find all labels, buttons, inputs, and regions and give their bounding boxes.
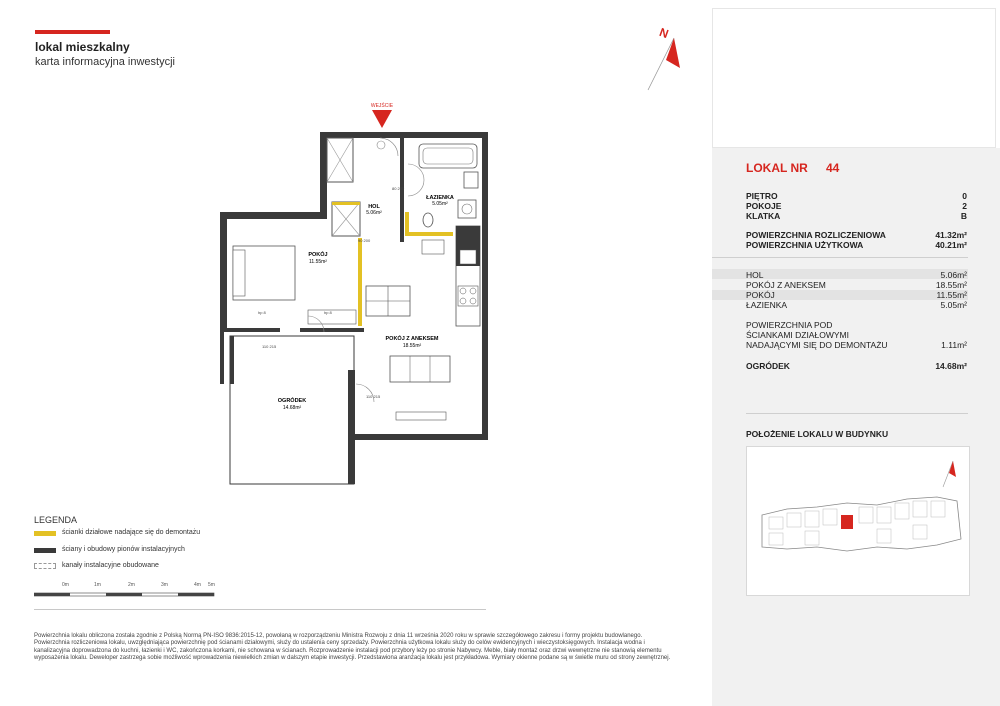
legend-text: ścianki działowe nadające się do demontażu (62, 529, 201, 536)
ogrodek-label: OGRÓDEK (746, 361, 790, 371)
brand-red-bar (35, 30, 110, 34)
entrance-label: WEJŚCIE (370, 103, 394, 109)
scale-tick-label: 3m (161, 582, 168, 588)
compass-icon (640, 20, 690, 95)
scale-tick-label: 1m (94, 582, 101, 588)
legend-title: LEGENDA (34, 515, 78, 525)
page-title: lokal mieszkalny (35, 40, 130, 54)
divider (746, 413, 968, 414)
unit-location-marker (841, 515, 853, 529)
room-row-value: 11.55m² (936, 290, 967, 300)
dim-label: 90 200 (358, 238, 371, 243)
dim-label: hp 8 (324, 310, 332, 315)
pokoje-value: 2 (962, 201, 967, 211)
divider (712, 257, 968, 258)
room-label-pokoj-aneks: POKÓJ Z ANEKSEM (385, 336, 439, 342)
legend-swatch-dashed (34, 563, 56, 569)
building-outline (747, 447, 969, 595)
room-label-lazienka: ŁAZIENKA (426, 195, 454, 201)
dim-label: 110 215 (366, 394, 381, 399)
floor-plan (200, 100, 510, 490)
pow-rozliczeniowa-value: 41.32m² (935, 230, 967, 240)
legend-text: ściany i obudowy pionów instalacyjnych (62, 546, 185, 553)
legend-swatch-yellow (34, 531, 56, 536)
location-title: POŁOŻENIE LOKALU W BUDYNKU (746, 429, 889, 439)
footnote-text: Powierzchnia lokalu obliczona została zgodnie z Polską Normą PN-ISO 9836:2015-12, powołaną w rozporządzeniu Ministra Rozwoju z dnia 11 września 2020 roku w sprawie szczegółowego zakresu i formy projektu budowlanego. Powierzchnia rozliczeniowa lokalu, uwzględniająca powierzchnię pod ścianami działowymi, służy do ustalenia ceny sprzedaży. Powierzchnia użytkowa lokalu służy do celów ewidencyjnych i wieczystoksięgowych. Instalacja wodna i kanalizacyjna doprowadzona do kuchni, łazienki i WC, zakończona korkami, nie schowana w ścianach. Rozprowadzenie instalacji pod przybory leży po stronie Nabywcy. Meble, biały montaż oraz drzwi wewnętrzne nie stanowią elementu wyposażenia lokalu. Deweloper zastrzega sobie możliwość wprowadzenia niewielkich zmian w dalszym etapie inwestycji. Przedstawiona aranżacja lokalu jest przykładowa. Wymiary okienne podane są w świetle muru od strony zewnętrznej. (34, 633, 671, 662)
pokoje-label: POKOJE (746, 201, 782, 211)
dim-label: hp 8 (258, 310, 266, 315)
scale-tick-label: 0m (62, 582, 69, 588)
room-area-pokoj-aneks: 18.55m² (402, 343, 422, 349)
room-label-hol: HOL (368, 204, 380, 210)
dim-label: 110 215 (262, 344, 277, 349)
room-row-label: HOL (746, 270, 764, 280)
building-location-map (746, 446, 970, 596)
room-row-value: 5.05m² (940, 300, 967, 310)
entrance-arrow-icon (372, 110, 392, 128)
right-top-box (712, 8, 996, 148)
room-row-label: ŁAZIENKA (746, 300, 788, 310)
klatka-label: KLATKA (746, 211, 781, 221)
room-area-lazienka: 5.05m² (432, 201, 448, 207)
page-subtitle: karta informacyjna inwestycji (35, 56, 175, 68)
legend-text: kanały instalacyjne obudowane (62, 562, 159, 569)
pod-scianami-line1: POWIERZCHNIA POD (746, 320, 833, 330)
room-label-ogrodek: OGRÓDEK (277, 398, 307, 404)
klatka-value: B (960, 211, 967, 221)
room-row-value: 18.55m² (935, 280, 967, 290)
pow-uzytkowa-label: POWIERZCHNIA UŻYTKOWA (746, 240, 864, 250)
pod-scianami-line2: ŚCIANKAMI DZIAŁOWYMI (746, 330, 849, 340)
room-row-label: POKÓJ (746, 290, 775, 300)
room-area-ogrodek: 14.68m² (282, 405, 302, 411)
lokal-number: 44 (826, 161, 840, 175)
room-label-pokoj: POKÓJ (308, 252, 328, 258)
dim-label: 80 200 (392, 186, 405, 191)
room-row-label: POKÓJ Z ANEKSEM (746, 280, 826, 290)
scale-tick-label: 4m (194, 582, 201, 588)
legend-swatch-dark (34, 548, 56, 553)
room-row-value: 5.06m² (940, 270, 967, 280)
scale-tick-label: 5m (208, 582, 215, 588)
lokal-label: LOKAL NR (746, 161, 808, 175)
room-area-pokoj: 11.55m² (309, 259, 327, 265)
room-area-hol: 5.06m² (366, 210, 382, 216)
scale-bar (34, 592, 220, 598)
pow-rozliczeniowa-label: POWIERZCHNIA ROZLICZENIOWA (746, 230, 886, 240)
pow-uzytkowa-value: 40.21m² (935, 240, 967, 250)
scale-tick-label: 2m (128, 582, 135, 588)
divider (34, 609, 486, 610)
pod-scianami-line3: NADAJĄCYMI SIĘ DO DEMONTAŻU (746, 340, 888, 350)
pietro-value: 0 (962, 191, 967, 201)
ogrodek-value: 14.68m² (935, 361, 967, 371)
pietro-label: PIĘTRO (746, 191, 778, 201)
pod-scianami-value: 1.11m² (941, 340, 967, 350)
scale-labels (34, 582, 214, 590)
compass-letter: N (657, 24, 671, 42)
